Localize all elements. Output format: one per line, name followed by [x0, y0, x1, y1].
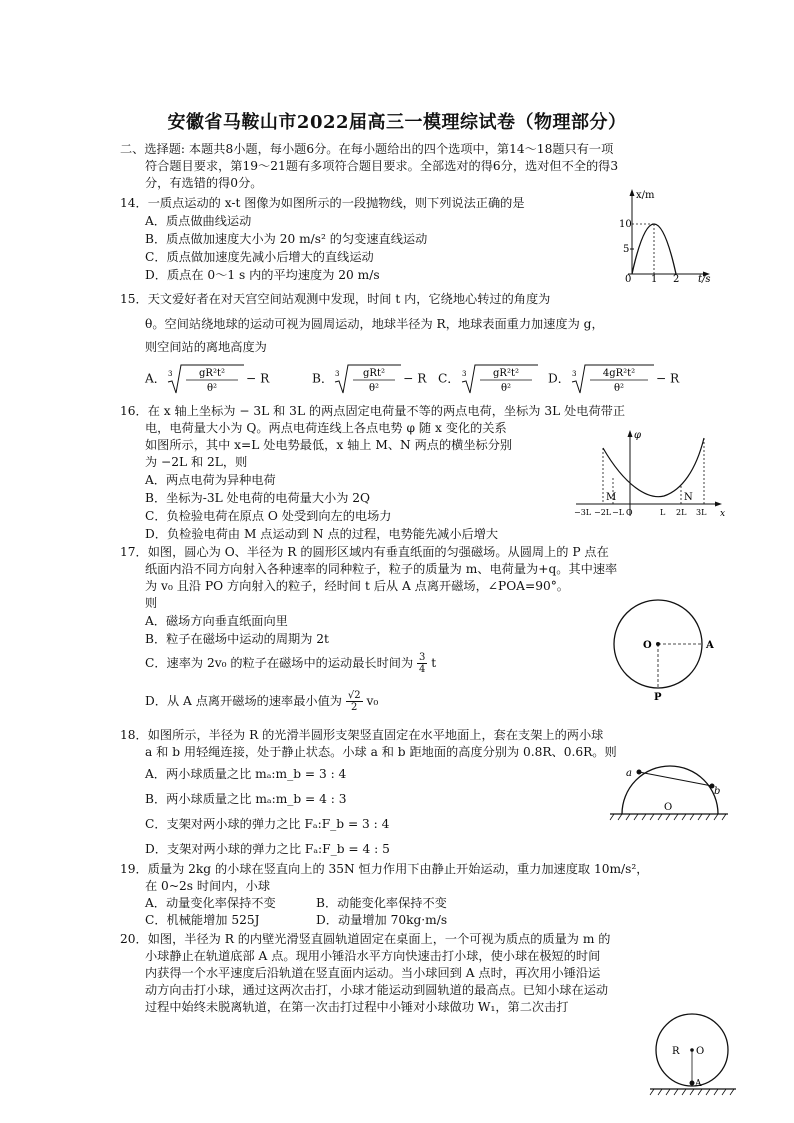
- q18-label-o: O: [664, 802, 673, 813]
- svg-text:θ²: θ²: [369, 383, 380, 394]
- q15-option-c: C． 3 gR²t² θ²: [438, 362, 540, 396]
- q14-xt-graph: [616, 186, 716, 284]
- q16-option-d: D．负检验电荷由 M 点运动到 N 点的过程，电势能先减小后增大: [145, 527, 499, 541]
- q18-label-b: b: [714, 786, 721, 797]
- q20-line-2: 小球静止在轨道底部 A 点。现用小锤沿水平方向快速击打小球，使小球在极短的时间: [145, 949, 601, 963]
- q20-line-3: 内获得一个水平速度后沿轨道在竖直面内运动。当小球回到 A 点时，再次用小锤沿运: [145, 966, 601, 980]
- q17-option-c: C．速率为 2v₀ 的粒子在磁场中的运动最长时间为 $\frac{3}{4}$ t: [145, 652, 437, 675]
- q18-line-2: a 和 b 用轻绳连接，处于静止状态。小球 a 和 b 距地面的高度分别为 0.8R、0.6R。则: [145, 745, 617, 759]
- q18-option-c: C．支架对两小球的弹力之比 Fₐ:F_b = 3 : 4: [145, 817, 390, 831]
- section-line-3: 分，有选错的得0分。: [145, 176, 263, 190]
- q16-tick-2l: 2L: [676, 508, 687, 517]
- q15-line-3: 则空间站的离地高度为: [145, 340, 267, 354]
- q17-line-1: 17．如图，圆心为 O、半径为 R 的圆形区域内有垂直纸面的匀强磁场。从圆周上的 P 点在: [120, 545, 609, 559]
- q16-line-3: 如图所示，其中 x=L 处电势最低，x 轴上 M、N 两点的横坐标分别: [145, 438, 513, 452]
- q17-option-b: B．粒子在磁场中运动的周期为 2t: [145, 632, 329, 646]
- q15-a-cube-root: [166, 362, 246, 396]
- q16-line-1: 16．在 x 轴上坐标为 − 3L 和 3L 的两点固定电荷量不等的两点电荷，坐标为 3L 处电荷带正: [120, 404, 626, 418]
- q14-graph-xlabel: t/s: [698, 274, 711, 284]
- q16-tick-o: O: [626, 508, 633, 517]
- svg-text:3: 3: [571, 370, 577, 378]
- q16-option-a: A．两点电荷为异种电荷: [145, 473, 276, 487]
- q20-line-5: 过程中始终未脱离轨道，在第一次击打过程中小锤对小球做功 W₁，第二次击打: [145, 1000, 569, 1014]
- q18-option-a: A．两小球质量之比 mₐ:m_b = 3 : 4: [145, 767, 347, 781]
- q16-potential-graph: [570, 428, 730, 520]
- q14-option-b: B．质点做加速度大小为 20 m/s² 的匀变速直线运动: [145, 232, 428, 246]
- q18-label-a: a: [626, 768, 632, 779]
- q15-line-1: 15．天文爱好者在对天宫空间站观测中发现，时间 t 内，它绕地心转过的角度为: [120, 292, 551, 306]
- q14-option-c: C．质点做加速度先减小后增大的直线运动: [145, 250, 374, 264]
- section-line-2: 符合题目要求，第19～21题有多项符合题目要求。全部选对的得6分，选对但不全的得3: [145, 159, 619, 173]
- q16-line-4: 为 −2L 和 2L，则: [145, 455, 248, 469]
- svg-text:gR²t²: gR²t²: [199, 368, 225, 379]
- q19-option-d: D．动量增加 70kg·m/s: [316, 913, 448, 927]
- svg-text:3: 3: [461, 370, 466, 378]
- svg-text:3: 3: [168, 370, 173, 378]
- q15-option-d: D． 3 4gR²t² θ² − R: [548, 362, 679, 396]
- q16-line-2: 电，电荷量大小为 Q。两点电荷连线上各点电势 φ 随 x 变化的关系: [145, 421, 507, 435]
- q20-label-a: A: [695, 1079, 702, 1089]
- q16-graph-m: M: [606, 492, 617, 503]
- q19-option-c: C．机械能增加 525J: [145, 913, 260, 927]
- svg-text:θ²: θ²: [500, 383, 511, 394]
- q16-graph-x: x: [720, 509, 726, 519]
- q14-graph-origin: 0: [625, 274, 632, 284]
- q17-label-o: O: [643, 640, 652, 651]
- q18-option-d: D．支架对两小球的弹力之比 Fₐ:F_b = 4 : 5: [145, 842, 390, 856]
- q14-stem: 14．一质点运动的 x-t 图像为如图所示的一段抛物线，则下列说法正确的是: [120, 196, 525, 210]
- q16-graph-phi: φ: [634, 430, 642, 441]
- q18-line-1: 18．如图所示，半径为 R 的光滑半圆形支架竖直固定在水平地面上，套在支架上的两小球: [120, 728, 604, 742]
- q19-line-2: 在 0~2s 时间内，小球: [145, 879, 271, 893]
- svg-text:θ²: θ²: [613, 383, 624, 394]
- q17-line-4: 则: [145, 596, 158, 610]
- q16-option-c: C．负检验电荷在原点 O 处受到向左的电场力: [145, 509, 392, 523]
- q15-c-cube-root: [460, 362, 540, 396]
- q14-option-a: A．质点做曲线运动: [145, 214, 252, 228]
- q16-tick-m3l: −3L: [574, 508, 592, 517]
- section-line-1: 二、选择题: 本题共8小题，每小题6分。在每小题给出的四个选项中，第14～18题只有一项: [120, 142, 614, 156]
- q17-label-p: P: [654, 692, 662, 703]
- q20-circular-track-figure: [644, 1012, 740, 1098]
- q20-label-o: O: [696, 1046, 705, 1057]
- svg-text:4gR²t²: 4gR²t²: [602, 368, 636, 379]
- q14-graph-x1: 1: [651, 274, 658, 284]
- q20-line-4: 动方向击打小球，通过这两次击打，小球才能运动到圆轨道的最高点。已知小球在运动: [145, 983, 609, 997]
- q15-option-a: A． 3 gR²t² θ² − R: [145, 362, 269, 396]
- q17-option-d: D．从 A 点离开磁场的速率最小值为 $\frac{√2}{2}$ v₀: [145, 690, 379, 713]
- svg-text:θ²: θ²: [206, 383, 218, 394]
- svg-text:gRt²: gRt²: [363, 368, 386, 379]
- q16-tick-m2l: −2L: [594, 508, 612, 517]
- svg-text:gR²t²: gR²t²: [492, 368, 519, 379]
- q17-option-a: A．磁场方向垂直纸面向里: [145, 614, 288, 628]
- q16-graph-n: N: [684, 492, 693, 503]
- q14-graph-x2: 2: [673, 274, 680, 284]
- q17-label-a: A: [706, 640, 714, 651]
- q15-b-cube-root: [333, 362, 403, 396]
- q17-line-2: 纸面内沿不同方向射入各种速率的同种粒子，粒子的质量为 m、电荷量为+q。其中速率: [145, 562, 618, 576]
- q18-option-b: B．两小球质量之比 mₐ:m_b = 4 : 3: [145, 792, 347, 806]
- q16-tick-ml: −L: [612, 508, 625, 517]
- q17-line-3: 为 v₀ 且沿 PO 方向射入的粒子，经时间 t 后从 A 点离开磁场，∠POA=90°。: [145, 579, 569, 593]
- q16-option-b: B．坐标为-3L 处电荷的电荷量大小为 2Q: [145, 491, 371, 505]
- q14-graph-y5: 5: [623, 244, 630, 255]
- q16-tick-3l: 3L: [696, 508, 707, 517]
- q15-line-2: θ。空间站绕地球的运动可视为圆周运动，地球半径为 R，地球表面重力加速度为 g，: [145, 317, 604, 331]
- q15-option-b: B． 3 gRt² θ² − R: [312, 362, 426, 396]
- q14-option-d: D．质点在 0～1 s 内的平均速度为 20 m/s: [145, 268, 380, 282]
- q14-graph-y10: 10: [619, 219, 632, 230]
- q20-label-r: R: [672, 1046, 680, 1057]
- q19-line-1: 19．质量为 2kg 的小球在竖直向上的 35N 恒力作用下由静止开始运动，重力加速度取 10m/s²，: [120, 862, 649, 876]
- q19-option-a: A．动量变化率保持不变: [145, 896, 276, 910]
- q14-graph-ylabel: x/m: [636, 190, 655, 201]
- q17-magnetic-field-figure: [606, 592, 726, 704]
- page-title: 安徽省马鞍山市2022届高三一模理综试卷（物理部分）: [167, 112, 627, 133]
- q15-d-cube-root: [570, 362, 656, 396]
- svg-text:3: 3: [335, 370, 340, 378]
- q16-tick-l: L: [660, 508, 666, 517]
- q20-line-1: 20．如图，半径为 R 的内壁光滑竖直圆轨道固定在桌面上，一个可视为质点的质量为 m 的: [120, 932, 611, 946]
- q19-option-b: B．动能变化率保持不变: [316, 896, 447, 910]
- q18-semicircle-figure: [608, 734, 730, 828]
